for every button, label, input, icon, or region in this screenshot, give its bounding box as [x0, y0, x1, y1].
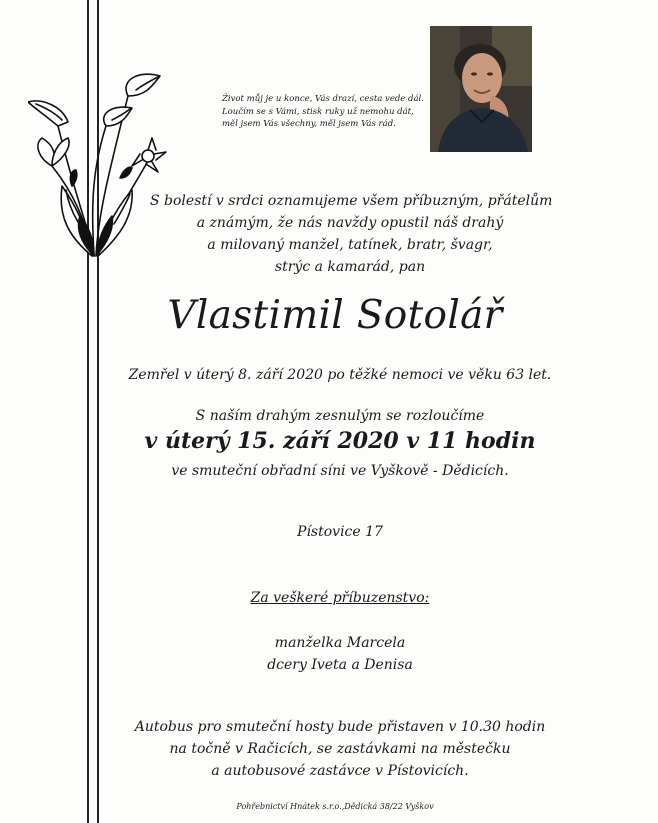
poem-line: Loučím se s Vámi, stisk ruky už nemohu dát,	[222, 106, 414, 117]
farewell-place: ve smuteční obřadní síni ve Vyškově - Dědicích.	[171, 463, 509, 479]
family-member: manželka Marcela	[274, 635, 406, 651]
family-members	[120, 632, 560, 676]
poem	[222, 93, 427, 131]
bus-notice-line: na točně v Račicích, se zastávkami na městečku	[169, 741, 511, 757]
announcement-line: strýc a kamarád, pan	[274, 259, 426, 275]
funeral-service-footer: Pohřebnictví Hnátek s.r.o.,Dědická 38/22 Vyškov	[236, 802, 434, 811]
announcement-line: a milovaný manžel, tatínek, bratr, švagr,	[207, 237, 493, 253]
poem-line: Život můj je u konce, Vás drazí, cesta vede dál.	[222, 94, 424, 104]
deceased-portrait-photo	[430, 26, 532, 152]
family-heading-text: Za veškeré příbuzenstvo:	[250, 590, 430, 606]
announcement-line: S bolestí v srdci oznamujeme všem příbuzným, přátelům	[150, 193, 553, 209]
family-member: dcery Iveta a Denisa	[267, 657, 413, 673]
announcement-line: a známým, že nás navždy opustil náš drahý	[196, 215, 504, 231]
death-notice: Zemřel v úterý 8. září 2020 po těžké nemoci ve věku 63 let.	[128, 367, 552, 383]
bus-notice-line: a autobusové zastávce v Pístovicích.	[211, 763, 469, 779]
farewell-intro: S naším drahým zesnulým se rozloučíme	[195, 408, 485, 424]
farewell-date: v úterý 15. září 2020 v 11 hodin	[144, 428, 536, 454]
bus-notice-line: Autobus pro smuteční hosty bude přistaven v 10.30 hodin	[134, 719, 546, 735]
address: Pístovice 17	[297, 524, 383, 540]
family-heading	[120, 588, 560, 608]
poem-line: měl jsem Vás všechny, měl jsem Vás rád.	[222, 119, 396, 129]
calla-lily-illustration	[28, 66, 168, 261]
bus-notice	[120, 716, 560, 782]
deceased-name: Vlastimil Sotolář	[167, 293, 503, 338]
announcement-text	[150, 190, 553, 278]
